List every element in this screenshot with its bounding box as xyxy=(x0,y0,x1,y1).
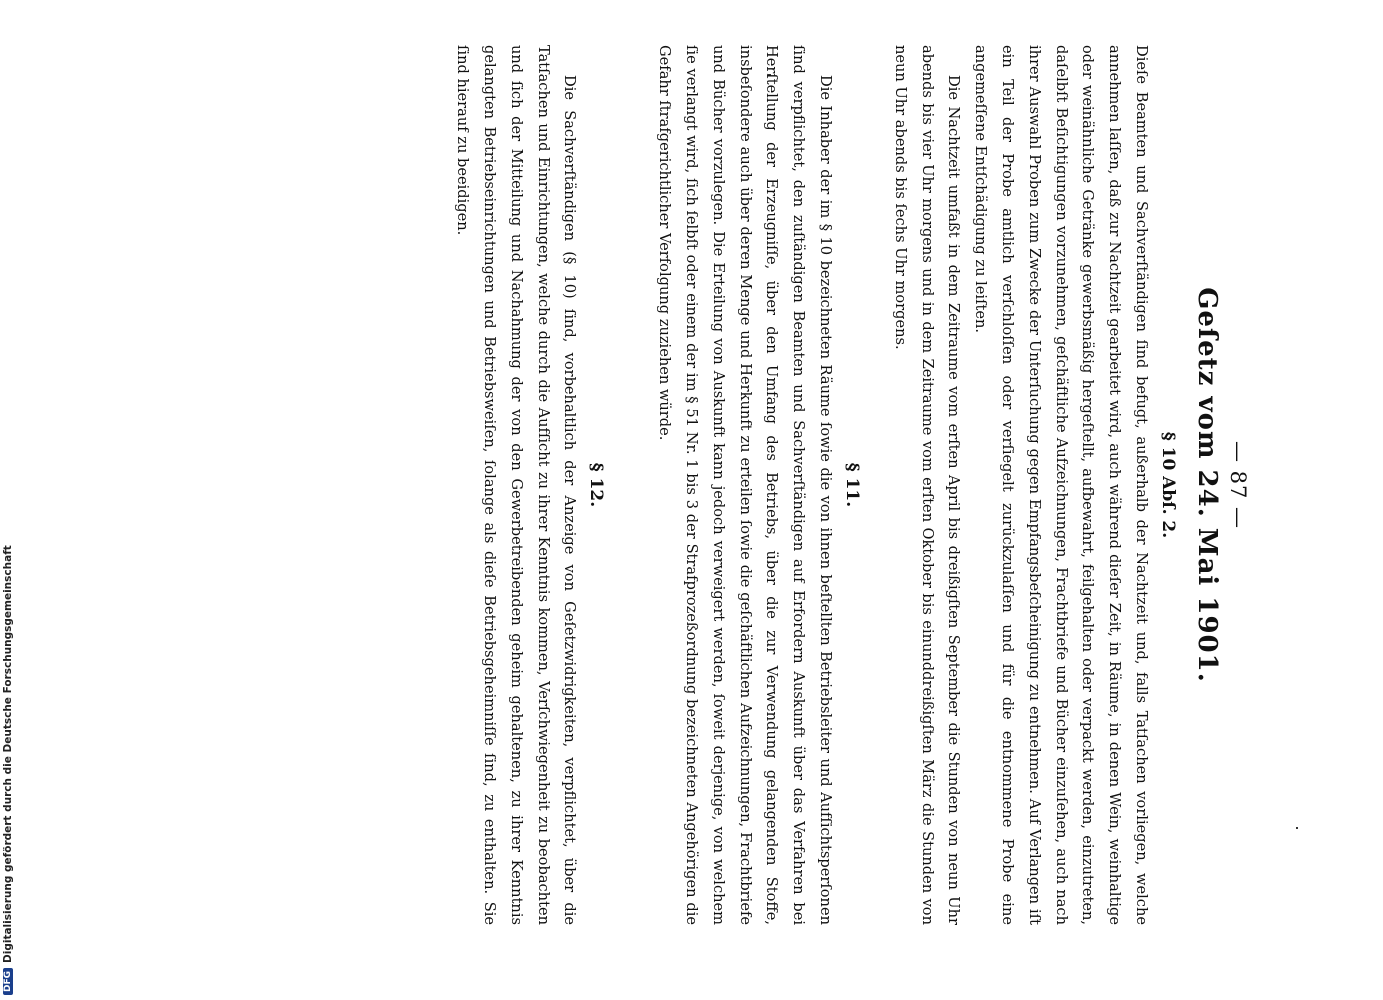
rotated-text-block xyxy=(70,45,1250,925)
paragraph: Dieſe Beamten und Sachverſtändigen ſind befugt, außerhalb der Nachtzeit und, falls Tatſachen vorliegen, welche annehmen laſſen, daß zur Nachtzeit gearbeitet wird, auch während dieſer Zeit, in Räume, in denen Wein, weinhaltige oder weinähnliche Getränke gewerbsmäßig hergeſtellt, aufbewahrt, feilgehalten oder verpackt werden, einzutreten, daſelbſt Beſichtigungen vorzunehmen, geſchäftliche Aufzeichnungen, Frachtbriefe und Bücher einzuſehen, auch nach ihrer Auswahl Proben zum Zwecke der Unterſuchung gegen Empfangsbeſcheinigung zu entnehmen. Auf Verlangen iſt ein Teil der Probe amtlich verſchloſſen oder verſiegelt zurückzulaſſen und für die entnommene Probe eine angemeſſene Entſchädigung zu leiſten. xyxy=(972,45,1150,925)
paragraph: Die Inhaber der im § 10 bezeichneten Räume ſowie die von ihnen beſtellten Betriebsleiter und Aufſichtsperſonen ſind verpflichtet, den zuſtändigen Beamten und Sachverſtändigen auf Erfordern Auskunft über das Verfahren bei Herſtellung der Erzeugniſſe, über den Umfang des Betriebs, über die zur Verwendung gelangenden Stoffe, insbeſondere auch über deren Menge und Herkunft zu erteilen ſowie die geſchäftlichen Aufzeichnungen, Frachtbriefe und Bücher vorzulegen. Die Erteilung von Auskunft kann jedoch verweigert werden, ſoweit derjenige, von welchem ſie verlangt wird, ſich ſelbſt oder einem der im § 51 Nr. 1 bis 3 der Strafprozeßordnung bezeichneten Angehörigen die Gefahr ſtrafgerichtlicher Verfolgung zuziehen würde. xyxy=(656,45,835,925)
paragraph: Die Sachverſtändigen (§ 10) ſind, vorbehaltlich der Anzeige von Geſetzwidrigkeiten, verpflichtet, über die Tatſachen und Einrichtungen, welche durch die Aufſicht zu ihrer Kenntnis kommen, Verſchwiegenheit zu beobachten und ſich der Mitteilung und Nachahmung der von den Gewerbetreibenden geheim gehaltenen, zu ihrer Kenntnis gelangten Betriebseinrichtungen und Betriebsweiſen, ſolange als dieſe Betriebsgeheimniſſe ſind, zu enthalten. Sie ſind hierauf zu beeidigen. xyxy=(454,45,579,925)
section-heading-12: § 12. xyxy=(586,462,607,508)
dfg-logo-icon: DFG xyxy=(3,968,13,995)
section-heading-11: § 11. xyxy=(842,462,863,508)
page-number: — 87 — xyxy=(1226,440,1250,530)
law-title: Geſetz vom 24. Mai 1901. xyxy=(1192,287,1222,683)
digitization-footer xyxy=(2,95,18,995)
scan-speck xyxy=(1296,827,1298,829)
section-heading-10: § 10 Abſ. 2. xyxy=(1158,431,1178,539)
footer-text: Digitalisierung gefördert durch die Deutsche Forschungsgemeinschaft xyxy=(2,545,14,963)
paragraph: Die Nachtzeit umfaßt in dem Zeitraume vom erſten April bis dreißigſten September die Stunden von neun Uhr abends bis vier Uhr morgens und in dem Zeitraume vom erſten Oktober bis einunddreißigſten März die Stunden von neun Uhr abends bis ſechs Uhr morgens. xyxy=(891,45,963,925)
